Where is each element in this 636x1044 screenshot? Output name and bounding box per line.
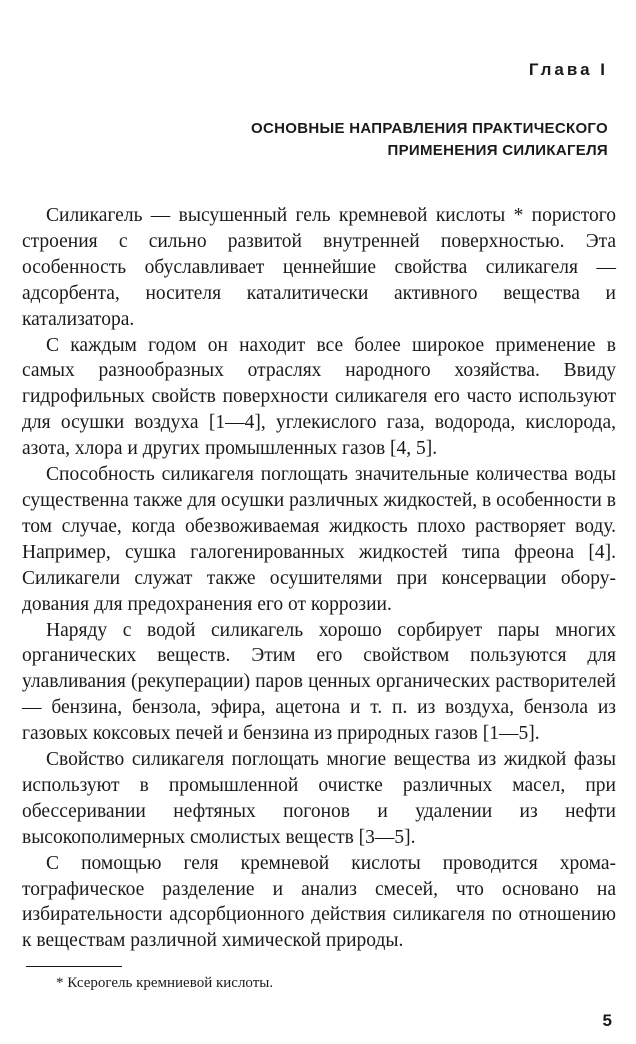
paragraph-3: Способность силикагеля поглощать значительные количества воды существенна также для осушки различных жидкостей, в особенности в том случае, когда обезвоживаемая жидкость плохо растворяет воду. Например, сушка галогенированных жидкостей типа фреона [4]. Силикагели служат также осушителями при консервации оборудования для предохранения его от коррозии. (22, 464, 616, 615)
paragraph-1: Силикагель — высушенный гель кремневой кислоты * пористого строения с сильно развитой внутренней поверхностью. Эта особенность обуславливает ценнейшие свойства силикагеля — адсорбента, носителя каталитически активного вещества и катализатора. (22, 205, 616, 330)
paragraph-5: Свойство силикагеля поглощать многие вещества из жидкой фазы используют в промышленной очистке различных масел, при обессеривании нефтяных погонов и удалении из нефти высокополимерных смолистых веществ [3—5]. (22, 749, 616, 848)
section-title-line-2: ПРИМЕНЕНИЯ СИЛИКАГЕЛЯ (387, 142, 608, 159)
chapter-label: Глава I (528, 60, 608, 79)
body-text (22, 203, 616, 954)
paragraph-6: С помощью геля кремневой кислоты проводится хроматографическое разделение и анализ смесей, что основано на избирательности адсорбционного действия силикагеля по отношению к веществам различной химической природы. (22, 852, 616, 952)
footnote: * Ксерогель кремниевой кислоты. (56, 975, 274, 991)
section-title-line-1: ОСНОВНЫЕ НАПРАВЛЕНИЯ ПРАКТИЧЕСКОГО (251, 120, 608, 137)
section-title (88, 118, 608, 162)
paragraph-2: С каждым годом он находит все более широкое применение в самых разнообразных отраслях народного хозяйства. Ввиду гидрофильных свойств поверхности силикагеля его часто используют для осушки воздуха [1—4], углекислого газа, водорода, кислорода, азота, хлора и других промышленных газов [4, 5]. (22, 334, 616, 460)
footnote-divider (26, 966, 122, 967)
paragraph-4: Наряду с водой силикагель хорошо сорбирует пары многих органических веществ. Этим его свойством пользуются для улавливания (рекуперации) паров ценных органических растворителей — бензина, бензола, эфира, ацетона и т. п. из воздуха, бензола из газовых коксовых печей и бензина из природных газов [1—5]. (22, 619, 616, 745)
page-number: 5 (602, 1011, 612, 1030)
